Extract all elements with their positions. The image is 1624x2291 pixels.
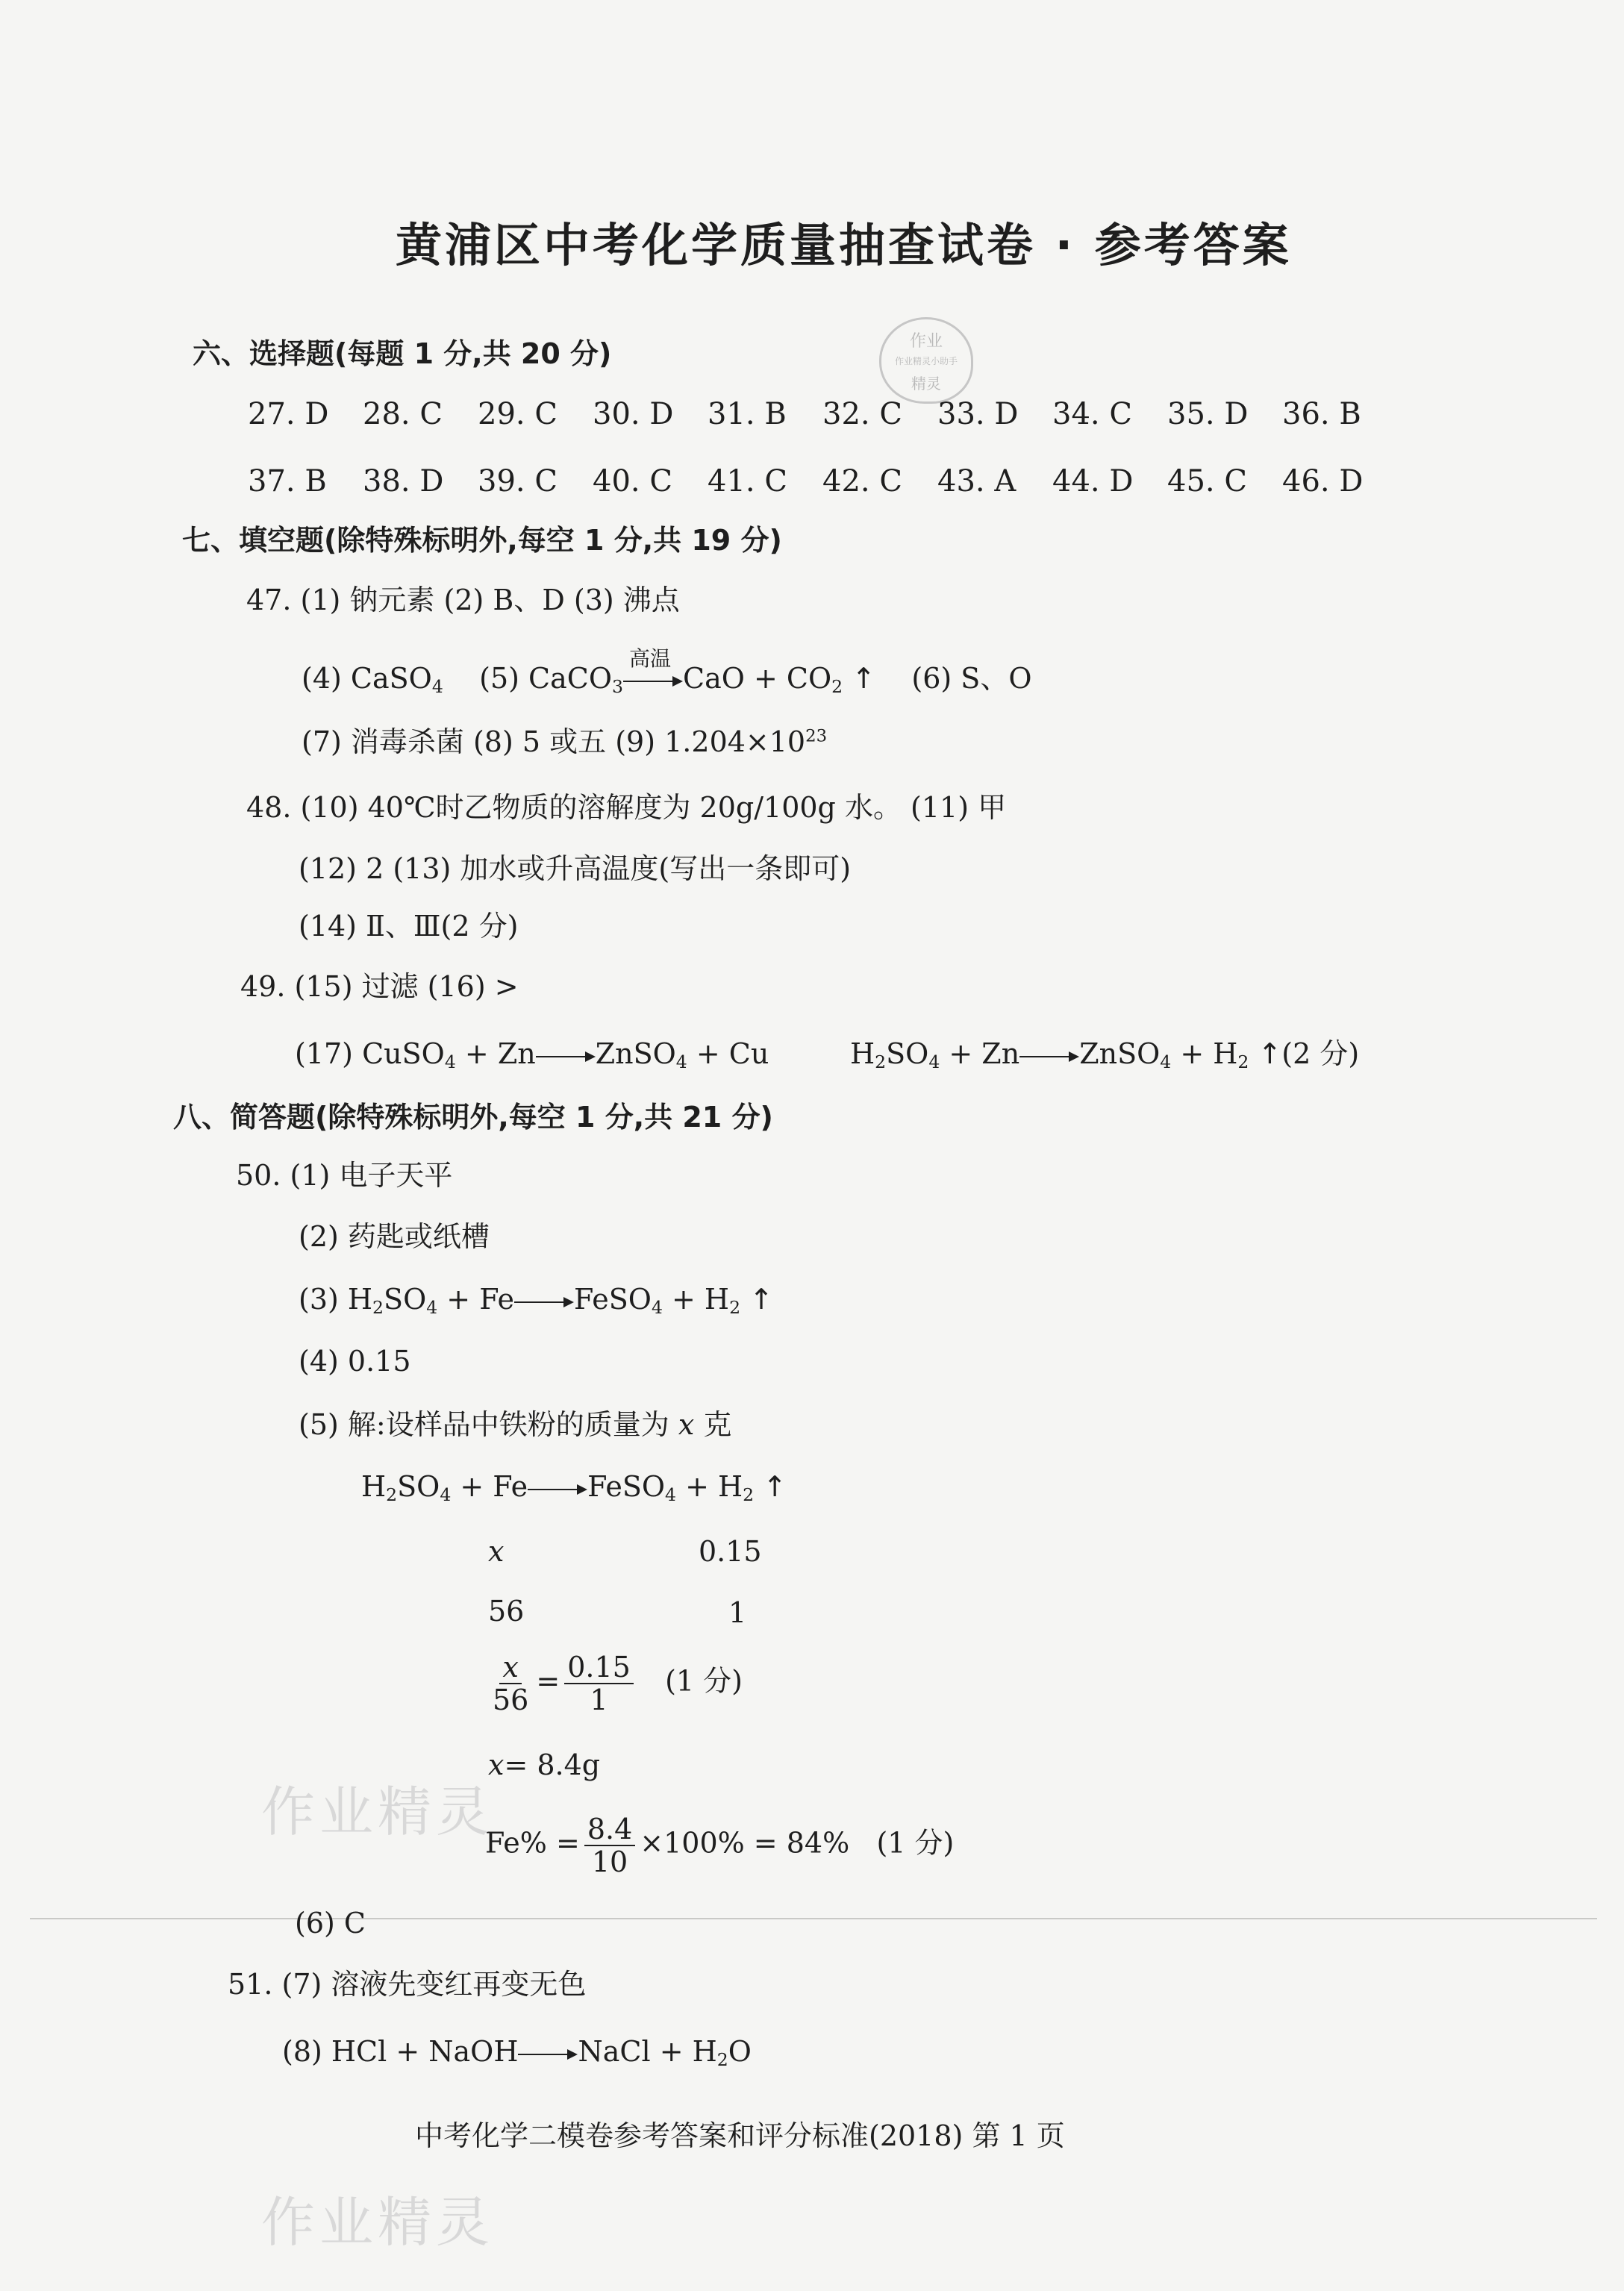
reaction-arrow <box>514 1295 574 1310</box>
mc-answer: 42. C <box>822 464 902 498</box>
q50-4: (4) 0.15 <box>299 1345 411 1378</box>
calc-fe-molar: 56 <box>488 1595 525 1628</box>
mc-answer: 40. C <box>593 464 672 498</box>
x-result: x= 8.4g <box>488 1748 601 1781</box>
section-7-heading: 七、填空题(除特殊标明外,每空 1 分,共 19 分) <box>182 524 782 557</box>
calc-h2-mass: 0.15 <box>699 1535 762 1568</box>
calc-x: x <box>488 1535 505 1568</box>
reaction-arrow <box>528 1482 587 1497</box>
section-6-heading: 六、选择题(每题 1 分,共 20 分) <box>193 337 612 370</box>
mc-answer: 29. C <box>478 397 558 431</box>
mc-answer: 31. B <box>708 397 787 431</box>
q50-3: (3) $H_2SO_4 + Fe$ FeSO$_4$ + $H_2$ ↑ <box>299 1283 773 1318</box>
mc-answer: 33. D <box>937 397 1019 431</box>
mc-answer: 34. C <box>1052 397 1132 431</box>
q50-6: (6) C <box>295 1907 366 1940</box>
mc-answer: 35. D <box>1167 397 1249 431</box>
q49-line-2: (17) CuSO$_4$ + Zn ZnSO$_4$ + Cu $H_2SO_4 + Zn$ ZnSO$_4$ + $H_2$ ↑(2 分) <box>295 1037 1360 1072</box>
mc-row-1 <box>248 399 1397 429</box>
mc-answer: 38. D <box>363 464 444 498</box>
mc-row-2 <box>248 466 1397 496</box>
q48-line-3: (14) Ⅱ、Ⅲ(2 分) <box>299 910 519 943</box>
proportion-equation: $\frac{x}{56}$ = $\frac{0.15}{1}$ (1 分) <box>493 1651 743 1716</box>
mc-answer: 41. C <box>708 464 787 498</box>
watermark: 作业精灵 <box>261 1781 495 1843</box>
stamp-logo: 作业 作业精灵小助手 精灵 <box>879 317 973 404</box>
watermark: 作业精灵 <box>261 2191 495 2254</box>
section-8-heading: 八、简答题(除特殊标明外,每空 1 分,共 21 分) <box>173 1101 773 1134</box>
q48-line-1: 48. (10) 40℃时乙物质的溶解度为 20g/100g 水。 (11) 甲 <box>246 791 1007 824</box>
mc-answer: 46. D <box>1282 464 1364 498</box>
mc-answer: 43. A <box>937 464 1016 498</box>
q47-line-3: (7) 消毒杀菌 (8) 5 或五 (9) $1.204\times 10^{23}$ <box>302 725 828 758</box>
fold-rule <box>30 1918 1597 1919</box>
page-footer: 中考化学二模卷参考答案和评分标准(2018) 第 1 页 <box>415 2119 1065 2152</box>
mc-answer: 39. C <box>478 464 558 498</box>
q50-2: (2) 药匙或纸槽 <box>299 1220 490 1253</box>
q47-line-1: 47. (1) 钠元素 (2) B、D (3) 沸点 <box>246 584 680 616</box>
reaction-arrow <box>1019 1049 1079 1064</box>
fe-percent: Fe% = $\frac{8.4}{10}$ ×100% = 84% (1 分) <box>485 1813 955 1878</box>
reaction-arrow <box>536 1049 596 1064</box>
q48-line-2: (12) 2 (13) 加水或升高温度(写出一条即可) <box>299 852 852 885</box>
q51-7: 51. (7) 溶液先变红再变无色 <box>228 1968 587 2001</box>
q49-line-1: 49. (15) 过滤 (16) > <box>240 970 519 1003</box>
q47-line-2: (4) CaSO$_4$ (5) CaCO$_3$ 高温 CaO + $CO_2$ ↑ (6) S、O <box>302 646 1032 697</box>
mc-answer: 28. C <box>363 397 443 431</box>
mc-answer: 32. C <box>822 397 902 431</box>
mc-answer: 36. B <box>1282 397 1361 431</box>
mc-answer: 30. D <box>593 397 674 431</box>
q50-5-equation: $H_2SO_4 + Fe$ FeSO$_4$ + $H_2$ ↑ <box>361 1470 787 1505</box>
reaction-arrow <box>518 2047 578 2062</box>
page-title: 黄浦区中考化学质量抽查试卷 · 参考答案 <box>396 218 1292 272</box>
q50-1: 50. (1) 电子天平 <box>236 1159 453 1192</box>
q51-8: (8) HCl + NaOH NaCl + $H_2O$ <box>282 2035 752 2070</box>
mc-answer: 44. D <box>1052 464 1134 498</box>
calc-h2-molar: 1 <box>728 1596 747 1629</box>
mc-answer: 45. C <box>1167 464 1247 498</box>
reaction-arrow: 高温 <box>623 674 683 689</box>
mc-answer: 37. B <box>248 464 327 498</box>
q50-5: (5) 解:设样品中铁粉的质量为 x 克 <box>299 1408 732 1441</box>
mc-answer: 27. D <box>248 397 329 431</box>
